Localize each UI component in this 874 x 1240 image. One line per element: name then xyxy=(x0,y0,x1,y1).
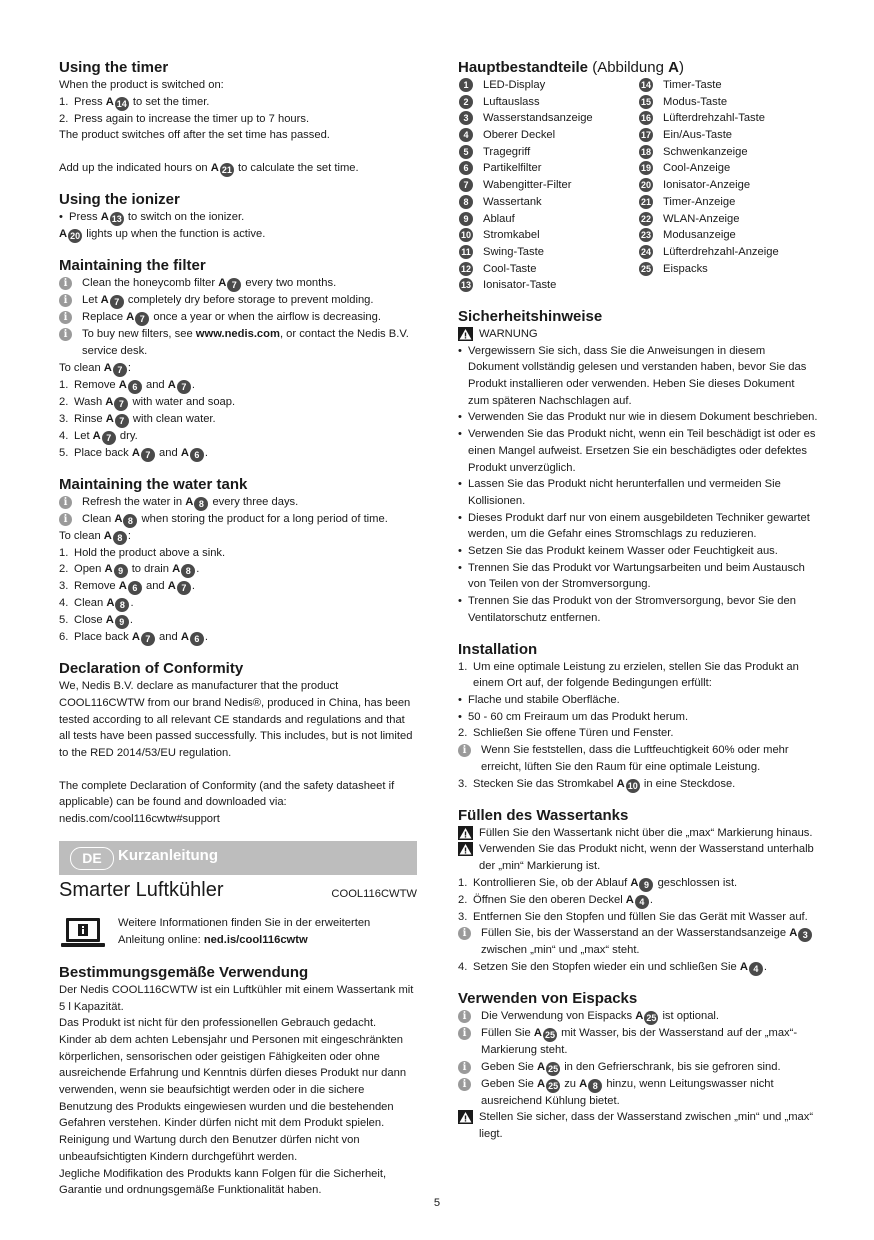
fill-warning-2: Verwenden Sie das Produkt nicht, wenn der Wasserstand unterhalb der „min“ Markierung ist. xyxy=(458,841,818,874)
ref-badge: 21 xyxy=(221,165,232,176)
banner-label: Kurzanleitung xyxy=(118,846,218,864)
timer-after: The product switches off after the set time has passed. xyxy=(59,129,330,142)
part-label: Tragegriff xyxy=(483,145,531,158)
install-step-1: 1. Um eine optimale Leistung zu erzielen, stellen Sie das Produkt an einem Ort auf, der folgende Bedingungen erfüllt: xyxy=(458,660,799,690)
ref-badge: 7 xyxy=(227,278,241,292)
tank-step-6: 6. Place back A 7 and A 6 . xyxy=(59,631,209,645)
part-number-badge: 18 xyxy=(640,146,651,157)
timer-add: Add up the indicated hours on A 21 to calculate the set time. xyxy=(59,162,359,176)
warning-icon xyxy=(458,826,473,840)
ref-badge: 9 xyxy=(115,615,129,629)
conformity-p1: We, Nedis B.V. declare as manufacturer that the product COOL116CWTW from our brand Nedis®, produced in China, has been tested according to all relevant CE standards and regulations and that all tests have been passed successfully. This includes, but is not limited to the RED 2014/53/EU regulation. xyxy=(59,680,413,760)
page-number: 5 xyxy=(433,1197,441,1209)
part-item xyxy=(458,211,638,228)
ref-badge: 8 xyxy=(123,514,137,528)
part-label: Modus-Taste xyxy=(663,95,728,108)
ref-badge: 6 xyxy=(128,380,142,394)
part-label: WLAN-Anzeige xyxy=(663,212,740,225)
ref-badge: 8 xyxy=(588,1079,602,1093)
part-item xyxy=(458,177,638,194)
part-number-badge: 2 xyxy=(459,95,473,109)
part-number-badge: 14 xyxy=(640,80,651,90)
tank-step-2: 2. Open A 9 to drain A 8 . xyxy=(59,563,200,577)
part-item xyxy=(638,94,818,111)
ref-badge: 6 xyxy=(190,632,204,646)
part-number-badge: 17 xyxy=(640,130,651,141)
icepack-heading: Verwenden von Eispacks xyxy=(458,990,638,1008)
filter-heading: Maintaining the filter xyxy=(59,257,206,275)
part-label: Partikelfilter xyxy=(483,162,542,175)
tank-step-4: 4. Clean A 8 . xyxy=(59,597,134,611)
part-number-badge: 16 xyxy=(640,113,651,124)
ref-badge: 3 xyxy=(798,928,812,942)
ref-badge: 4 xyxy=(635,895,649,909)
conformity-url[interactable]: nedis.com/cool116cwtw#support xyxy=(59,813,220,826)
safety-item: • Trennen Sie das Produkt vor Wartungsarbeiten und beim Austausch von Teilen von der Stromversorgung. xyxy=(458,561,805,591)
ref-badge: 7 xyxy=(110,295,124,309)
part-label: Lüfterdrehzahl-Anzeige xyxy=(663,245,779,258)
intended-p3: Kinder ab dem achten Lebensjahr und Personen mit eingeschränkten körperlichen, sensorischen oder geistigen Fähigkeiten oder ohne ausreichende Erfahrung und Kenntnis dürfen dieses Produkt nur dann verwenden, wenn sie beaufsichtigt werden oder in die sichere Benutzung des Produkts eingewiesen wurden und die bestehenden Gefahren verstehen. Kinder dürfen nicht mit dem Produkt spielen. Reinigung und Wartung durch den Benutzer dürfen nicht von unbeaufsichtigten Kindern durchgeführt werden. xyxy=(59,1033,407,1163)
timer-step-2: 2. Press again to increase the timer up to 7 hours. xyxy=(59,112,310,125)
info-icon: i xyxy=(458,1061,471,1074)
filter-step-2: 2. Wash A 7 with water and soap. xyxy=(59,395,236,409)
installation-heading: Installation xyxy=(458,640,538,658)
ref-badge: 8 xyxy=(181,564,195,578)
part-number-badge: 5 xyxy=(459,145,473,159)
part-number-badge: 20 xyxy=(640,180,651,191)
warning-icon xyxy=(458,1110,473,1124)
parts-column-1 xyxy=(458,77,638,294)
part-item xyxy=(458,94,638,111)
part-label: Modusanzeige xyxy=(663,229,736,242)
filter-step-1: 1. Remove A 6 and A 7 . xyxy=(59,378,195,392)
parts-heading: Hauptbestandteile (Abbildung A) xyxy=(458,59,684,76)
ref-badge: 9 xyxy=(639,878,653,892)
part-item xyxy=(638,127,818,144)
part-item xyxy=(638,211,818,228)
part-label: Ablauf xyxy=(483,212,515,225)
part-number-badge: 11 xyxy=(459,245,473,259)
tank-section xyxy=(59,475,417,647)
part-item xyxy=(458,227,638,244)
ice-info-3: i Geben Sie A 25 in den Gefrierschrank, bis sie gefroren sind. xyxy=(458,1059,818,1076)
install-bullet-2: • 50 - 60 cm Freiraum um das Produkt herum. xyxy=(458,710,689,723)
parts-column-2 xyxy=(638,77,818,294)
warning-icon xyxy=(458,327,473,341)
parts-section xyxy=(458,58,818,294)
ref-badge: 20 xyxy=(70,231,81,242)
part-item xyxy=(458,261,638,278)
part-number-badge: 10 xyxy=(460,230,471,241)
part-number-badge: 7 xyxy=(459,178,473,192)
ref-badge: 9 xyxy=(114,564,128,578)
product-title: Smarter Luftkühler xyxy=(59,878,224,901)
warning-label: WARNUNG xyxy=(458,326,818,343)
part-item xyxy=(638,194,818,211)
safety-item: • Setzen Sie das Produkt keinem Wasser oder Feuchtigkeit aus. xyxy=(458,545,778,558)
info-icon: i xyxy=(458,1010,471,1023)
part-number-badge: 9 xyxy=(459,212,473,226)
ice-info-4: i Geben Sie A 25 zu A 8 hinzu, wenn Leitungswasser nicht ausreichend Kühlung bietet. xyxy=(458,1076,818,1110)
ref-badge: 14 xyxy=(116,98,127,109)
fill-step-2: 2. Öffnen Sie den oberen Deckel A 4 . xyxy=(458,893,653,907)
info-icon: i xyxy=(59,277,72,290)
tank-heading: Maintaining the water tank xyxy=(59,475,248,493)
part-item xyxy=(458,244,638,261)
fill-step-3: 3. Entfernen Sie den Stopfen und füllen Sie das Gerät mit Wasser auf. xyxy=(458,910,808,923)
install-bullet-1: • Flache und stabile Oberfläche. xyxy=(458,694,620,706)
conformity-section xyxy=(59,659,417,828)
part-label: Luftauslass xyxy=(483,95,540,108)
safety-list xyxy=(458,343,818,627)
part-number-badge: 15 xyxy=(640,96,651,107)
install-step-2: 2. Schließen Sie offene Türen und Fenster. xyxy=(458,727,674,740)
ref-badge: 7 xyxy=(141,632,155,646)
part-label: Ionisator-Anzeige xyxy=(663,179,751,192)
ice-info-2: i Füllen Sie A 25 mit Wasser, bis der Wasserstand auf der „max“-Markierung steht. xyxy=(458,1025,818,1059)
part-label: Timer-Anzeige xyxy=(663,195,736,208)
part-label: Eispacks xyxy=(663,262,708,275)
ionizer-bullet: • Press A 13 to switch on the ionizer. xyxy=(59,211,245,225)
ice-warning: Stellen Sie sicher, dass der Wasserstand zwischen „min“ und „max“ liegt. xyxy=(458,1109,818,1142)
filter-step-5: 5. Place back A 7 and A 6 . xyxy=(59,446,209,460)
part-item xyxy=(638,244,818,261)
info-icon: i xyxy=(59,513,72,526)
timer-step-1: 1. Press A 14 to set the timer. xyxy=(59,95,210,109)
intended-p4: Jegliche Modifikation des Produkts kann Folgen für die Sicherheit, Garantie und ordnungsgemäße Funktionalität haben. xyxy=(59,1167,387,1197)
part-item xyxy=(638,77,818,94)
language-banner xyxy=(59,841,417,875)
part-item xyxy=(638,110,818,127)
install-info: i Wenn Sie feststellen, dass die Luftfeuchtigkeit 60% oder mehr erreicht, lüften Sie den Raum für eine optimale Leistung. xyxy=(458,742,818,775)
timer-intro: When the product is switched on: xyxy=(59,79,224,91)
part-number-badge: 13 xyxy=(460,280,471,291)
info-icon: i xyxy=(59,294,72,307)
ref-badge: 25 xyxy=(544,1030,555,1041)
part-label: Swing-Taste xyxy=(483,245,544,258)
info-icon: i xyxy=(59,311,72,324)
fill-info: i Füllen Sie, bis der Wasserstand an der Wasserstandsanzeige A 3 zwischen „min“ und „max“ steht. xyxy=(458,925,818,959)
ref-badge: 7 xyxy=(135,312,149,326)
ionizer-section xyxy=(59,190,417,243)
ref-badge: 7 xyxy=(141,448,155,462)
right-column xyxy=(458,58,818,1156)
ref-badge: 4 xyxy=(749,962,763,976)
part-label: Oberer Deckel xyxy=(483,129,556,142)
filter-info-2: i Let A 7 completely dry before storage to prevent molding. xyxy=(59,292,417,309)
intended-use-heading: Bestimmungsgemäße Verwendung xyxy=(59,963,309,981)
filter-step-3: 3. Rinse A 7 with clean water. xyxy=(59,412,216,426)
safety-item: • Lassen Sie das Produkt nicht herunterfallen und vermeiden Sie Kollisionen. xyxy=(458,478,781,507)
ionizer-heading: Using the ionizer xyxy=(59,191,180,209)
part-label: Wassertank xyxy=(483,195,542,208)
ref-badge: 7 xyxy=(177,380,191,394)
part-label: Ein/Aus-Taste xyxy=(663,129,733,142)
fill-warning-1: Füllen Sie den Wassertank nicht über die „max“ Markierung hinaus. xyxy=(458,825,818,842)
tank-info-2: i Clean A 8 when storing the product for a long period of time. xyxy=(59,511,417,528)
tank-step-3: 3. Remove A 6 and A 7 . xyxy=(59,580,195,594)
intended-p2: Das Produkt ist nicht für den professionellen Gebrauch gedacht. xyxy=(59,1017,377,1030)
tank-step-5: 5. Close A 9 . xyxy=(59,614,133,628)
filter-section xyxy=(59,256,417,461)
part-label: Timer-Taste xyxy=(663,79,722,91)
ref-badge: 25 xyxy=(548,1080,559,1091)
filter-step-4: 4. Let A 7 dry. xyxy=(59,429,138,443)
part-label: Cool-Taste xyxy=(483,262,537,275)
part-label: Stromkabel xyxy=(483,229,540,242)
ref-badge: 10 xyxy=(627,780,638,791)
info-icon: i xyxy=(458,927,471,940)
warning-icon xyxy=(458,842,473,856)
part-item xyxy=(458,110,638,127)
part-label: Cool-Anzeige xyxy=(663,162,731,175)
part-number-badge: 6 xyxy=(459,161,473,175)
safety-item: • Vergewissern Sie sich, dass Sie die Anweisungen in diesem Dokument vollständig gelesen und verstanden haben, bevor Sie das Produkt installieren oder verwenden. Heben Sie dieses Dokument zum späteren Nachschlagen auf. xyxy=(458,344,807,407)
part-item xyxy=(458,144,638,161)
left-column xyxy=(59,58,417,1212)
info-icon: i xyxy=(458,1078,471,1091)
ionizer-line: A 20 lights up when the function is active. xyxy=(59,228,266,242)
installation-section xyxy=(458,640,818,793)
product-title-row xyxy=(59,879,417,909)
fill-heading: Füllen des Wassertanks xyxy=(458,806,629,824)
info-icon: i xyxy=(458,1027,471,1040)
ref-badge: 7 xyxy=(102,431,116,445)
tank-toclean: To clean A 8 : xyxy=(59,529,131,543)
ref-badge: 7 xyxy=(114,397,128,411)
info-icon: i xyxy=(59,328,72,341)
conformity-p2: The complete Declaration of Conformity (and the safety datasheet if applicable) can be found and downloaded via: xyxy=(59,779,395,809)
part-label: Schwenkanzeige xyxy=(663,145,748,158)
safety-item: • Verwenden Sie das Produkt nur wie in diesem Dokument beschrieben. xyxy=(458,411,818,424)
ref-badge: 25 xyxy=(548,1063,559,1074)
part-item xyxy=(638,144,818,161)
part-label: Wasserstandsanzeige xyxy=(483,112,593,125)
timer-section xyxy=(59,58,417,177)
filter-info-1: i Clean the honeycomb filter A 7 every two months. xyxy=(59,275,417,292)
ref-badge: 7 xyxy=(115,414,129,428)
part-label: Lüfterdrehzahl-Taste xyxy=(663,112,765,125)
intended-p1: Der Nedis COOL116CWTW ist ein Luftkühler mit einem Wassertank mit 5 l Kapazität. xyxy=(59,983,414,1013)
part-number-badge: 12 xyxy=(460,263,471,274)
part-number-badge: 25 xyxy=(640,263,651,274)
part-item xyxy=(458,194,638,211)
ref-badge: 25 xyxy=(646,1013,657,1024)
part-item xyxy=(458,277,638,294)
part-item xyxy=(638,227,818,244)
fill-step-4: 4. Setzen Sie den Stopfen wieder ein und schließen Sie A 4 . xyxy=(458,961,768,975)
conformity-heading: Declaration of Conformity xyxy=(59,660,244,678)
part-item xyxy=(638,261,818,278)
ref-badge: 7 xyxy=(177,581,191,595)
parts-list xyxy=(458,77,818,294)
ref-badge: 8 xyxy=(194,497,208,511)
part-label: LED-Display xyxy=(483,79,546,91)
part-number-badge: 4 xyxy=(459,128,473,142)
part-number-badge: 1 xyxy=(459,78,473,92)
ref-badge: 13 xyxy=(111,214,122,225)
filter-info-4: i To buy new filters, see www.nedis.com, or contact the Nedis B.V. service desk. xyxy=(59,326,417,359)
online-manual-note xyxy=(59,915,417,963)
tank-step-1: 1. Hold the product above a sink. xyxy=(59,546,226,559)
part-label: Wabengitter-Filter xyxy=(483,179,572,192)
part-label: Ionisator-Taste xyxy=(483,279,557,292)
part-item xyxy=(458,160,638,177)
safety-section xyxy=(458,307,818,627)
ref-badge: 6 xyxy=(190,448,204,462)
part-number-badge: 23 xyxy=(640,230,651,241)
part-item xyxy=(458,127,638,144)
timer-heading: Using the timer xyxy=(59,59,169,76)
part-number-badge: 24 xyxy=(640,246,651,257)
ice-info-1: i Die Verwendung von Eispacks A 25 ist optional. xyxy=(458,1008,818,1025)
manual-text: Weitere Informationen finden Sie in der erweiterten Anleitung online: ned.is/cool116cwtw xyxy=(118,916,371,946)
part-number-badge: 3 xyxy=(459,111,473,125)
part-item xyxy=(638,160,818,177)
ref-badge: 8 xyxy=(115,598,129,612)
fill-step-1: 1. Kontrollieren Sie, ob der Ablauf A 9 geschlossen ist. xyxy=(458,876,738,890)
safety-item: • Dieses Produkt darf nur von einem ausgebildeten Techniker gewartet werden, um die Gefahr eines Stromschlags zu reduzieren. xyxy=(458,511,810,541)
manual-link[interactable]: ned.is/cool116cwtw xyxy=(203,933,308,946)
safety-heading: Sicherheitshinweise xyxy=(458,307,603,325)
ref-badge: 7 xyxy=(113,363,127,377)
nedis-link[interactable]: www.nedis.com xyxy=(195,328,280,341)
ref-badge: 6 xyxy=(128,581,142,595)
safety-item: • Verwenden Sie das Produkt nicht, wenn ein Teil beschädigt ist oder es einen Mangel aufweist. Ersetzen Sie ein beschädigtes oder defektes Produkt unverzüglich. xyxy=(458,428,816,474)
info-icon: i xyxy=(59,496,72,509)
laptop-manual-icon xyxy=(61,917,105,949)
part-number-badge: 22 xyxy=(640,213,651,224)
tank-info-1: i Refresh the water in A 8 every three days. xyxy=(59,494,417,511)
ref-badge: 8 xyxy=(113,531,127,545)
filter-info-3: i Replace A 7 once a year or when the airflow is decreasing. xyxy=(59,309,417,326)
intended-use-section xyxy=(59,963,417,1199)
fill-section xyxy=(458,806,818,977)
part-item xyxy=(458,77,638,94)
icepack-section xyxy=(458,989,818,1143)
part-number-badge: 19 xyxy=(640,163,651,174)
product-model: COOL116CWTW xyxy=(331,887,417,900)
filter-toclean: To clean A 7 : xyxy=(59,361,131,375)
part-item xyxy=(638,177,818,194)
part-number-badge: 21 xyxy=(640,196,651,207)
safety-item: • Trennen Sie das Produkt von der Stromversorgung, bevor Sie den Ventilatorschutz entfernen. xyxy=(458,595,796,624)
install-step-3: 3. Stecken Sie das Stromkabel A 10 in eine Steckdose. xyxy=(458,777,736,791)
part-number-badge: 8 xyxy=(459,195,473,209)
language-badge: DE xyxy=(70,847,114,870)
info-icon: i xyxy=(458,744,471,757)
